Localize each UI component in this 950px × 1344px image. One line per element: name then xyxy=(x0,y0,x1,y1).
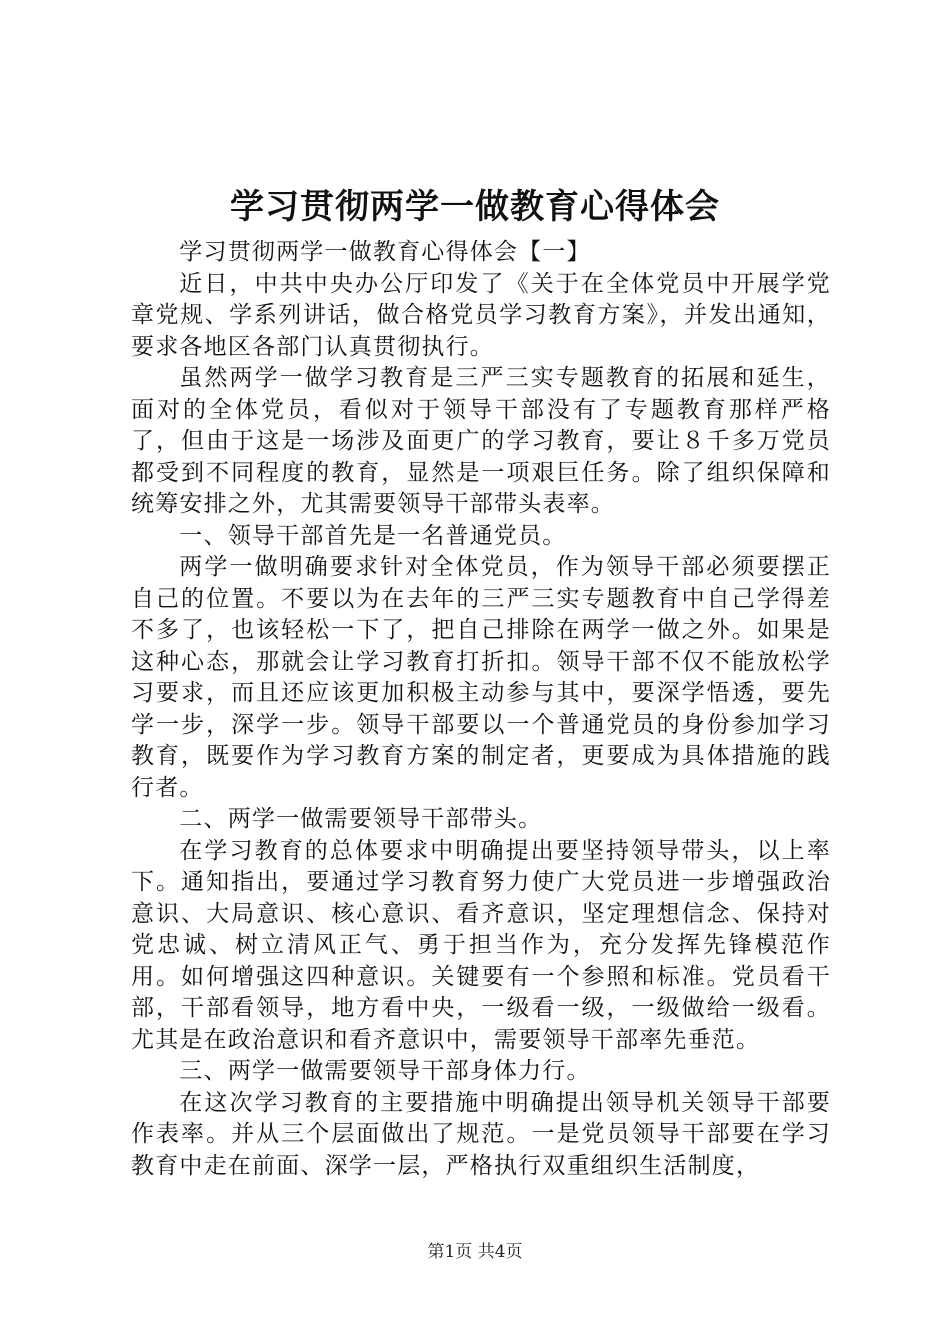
document-title: 学习贯彻两学一做教育心得体会 xyxy=(230,187,720,227)
paragraph: 在学习教育的总体要求中明确提出要坚持领导带头，以上率下。通知指出，要通过学习教育努力使广大党员进一步增强政治意识、大局意识、核心意识、看齐意识，坚定理想信念、保持对党忠诚、树立清风正气、勇于担当作为，充分发挥先锋模范作用。如何增强这四种意识。关键要有一个参照和标准。党员看干部，干部看领导，地方看中央，一级看一级，一级做给一级看。尤其是在政治意识和看齐意识中，需要领导干部率先垂范。 xyxy=(131,837,831,1053)
paragraph: 两学一做明确要求针对全体党员，作为领导干部必须要摆正自己的位置。不要以为在去年的三严三实专题教育中自己学得差不多了，也该轻松一下了，把自己排除在两学一做之外。如果是这种心态，那就会让学习教育打折扣。领导干部不仅不能放松学习要求，而且还应该更加积极主动参与其中，要深学悟透，要先学一步，深学一步。领导干部要以一个普通党员的身份参加学习教育，既要作为学习教育方案的制定者，更要成为具体措施的践行者。 xyxy=(131,554,831,801)
paragraph-subtitle: 学习贯彻两学一做教育心得体会【一】 xyxy=(179,239,591,265)
paragraph: 近日，中共中央办公厅印发了《关于在全体党员中开展学党章党规、学系列讲话，做合格党员学习教育方案》，并发出通知，要求各地区各部门认真贯彻执行。 xyxy=(131,270,831,360)
page-footer: 第1页 共4页 xyxy=(427,1242,523,1262)
section-heading: 二、两学一做需要领导干部带头。 xyxy=(179,806,543,832)
section-heading: 三、两学一做需要领导干部身体力行。 xyxy=(179,1058,591,1084)
paragraph: 在这次学习教育的主要措施中明确提出领导机关领导干部要作表率。并从三个层面做出了规范。一是党员领导干部要在学习教育中走在前面、深学一层，严格执行双重组织生活制度， xyxy=(131,1089,831,1179)
section-heading: 一、领导干部首先是一名普通党员。 xyxy=(179,522,567,549)
document-body xyxy=(131,237,831,1182)
paragraph: 虽然两学一做学习教育是三严三实专题教育的拓展和延生，面对的全体党员，看似对于领导干部没有了专题教育那样严格了，但由于这是一场涉及面更广的学习教育，要让８千多万党员都受到不同程度的教育，显然是一项艰巨任务。除了组织保障和统筹安排之外，尤其需要领导干部带头表率。 xyxy=(131,365,831,517)
